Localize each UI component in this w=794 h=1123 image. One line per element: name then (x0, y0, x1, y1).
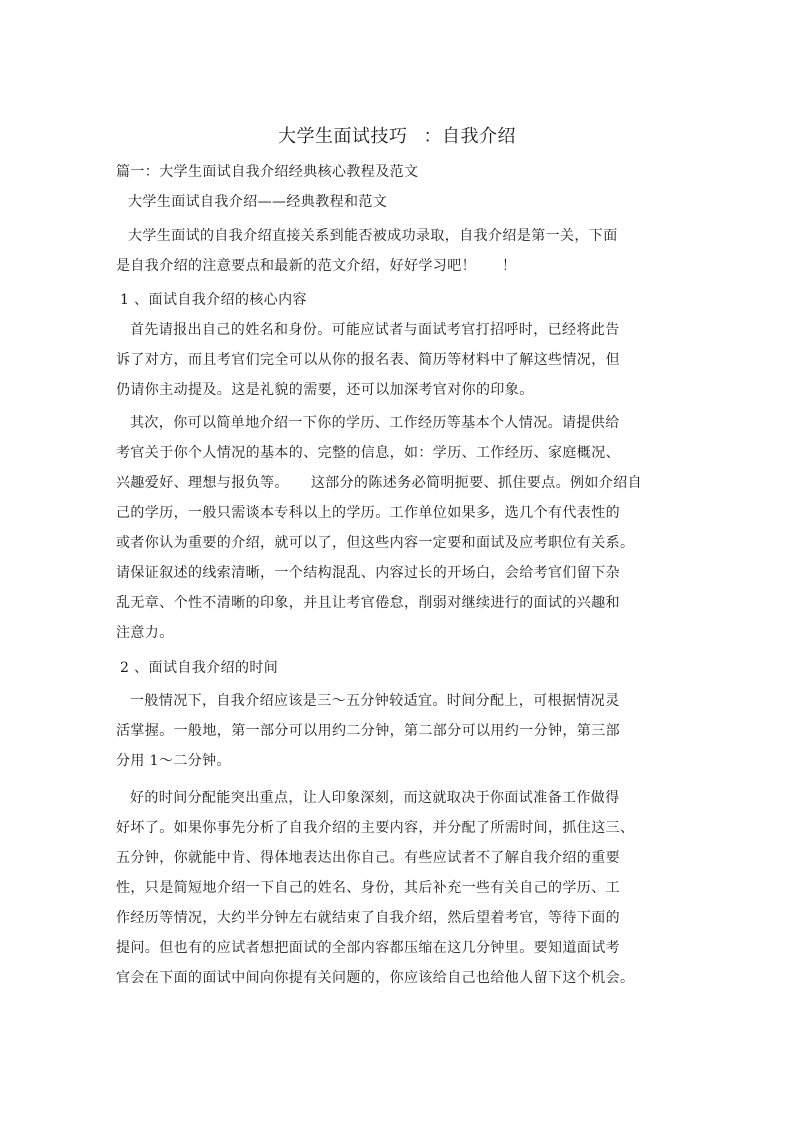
intro-line: 大学生面试的自我介绍直接关系到能否被成功录取，自我介绍是第一关，下面 (128, 228, 618, 244)
paragraph-line: 乱无章、个性不清晰的印象，并且让考官倦怠，削弱对继续进行的面试的兴趣和 (116, 595, 620, 611)
paragraph-line: 考官关于你个人情况的基本的、完整的信息，如：学历、工作经历、家庭概况、 (116, 445, 620, 461)
paragraph-line: 己的学历，一般只需谈本专科以上的学历。工作单位如果多，选几个有代表性的 (116, 505, 620, 521)
paragraph-line: 一般情况下，自我介绍应该是三～五分钟较适宜。时间分配上，可根据情况灵 (130, 693, 620, 709)
paragraph-line: 好坏了。如果你事先分析了自我介绍的主要内容，并分配了所需时间，抓住这三、 (116, 820, 635, 836)
title-sub: ：自我介绍 (423, 126, 516, 147)
paragraph-line: 性，只是简短地介绍一下自己的姓名、身份，其后补充一些有关自己的学历、工 (116, 880, 620, 896)
chapter-heading: 篇一：大学生面试自我介绍经典核心教程及范文 (116, 164, 419, 180)
paragraph-line: 提问。但也有的应试者想把面试的全部内容都压缩在这几分钟里。要知道面试考 (116, 940, 620, 956)
paragraph-line: 仍请你主动提及。这是礼貌的需要，还可以加深考官对你的印象。 (116, 382, 534, 398)
paragraph-line: 诉了对方，而且考官们完全可以从你的报名表、简历等材料中了解这些情况，但 (116, 352, 620, 368)
paragraph-line: 首先请报出自己的姓名和身份。可能应试者与面试考官打招呼时，已经将此告 (130, 322, 620, 338)
paragraph-line: 五分钟，你就能中肯、得体地表达出你自己。有些应试者不了解自我介绍的重要 (116, 850, 620, 866)
paragraph-line: 活掌握。一般地，第一部分可以用约二分钟，第二部分可以用约一分钟，第三部 (116, 723, 620, 739)
paragraph-line: 作经历等情况，大约半分钟左右就结束了自我介绍，然后望着考官，等待下面的 (116, 910, 620, 926)
paragraph-line: 注意力。 (116, 625, 174, 641)
section-1-heading: 1 、面试自我介绍的核心内容 (120, 292, 307, 308)
paragraph-line: 其次，你可以简单地介绍一下你的学历、工作经历等基本个人情况。请提供给 (130, 415, 620, 431)
article-subtitle: 大学生面试自我介绍——经典教程和范文 (128, 194, 388, 210)
paragraph-line: 官会在下面的面试中间向你提有关问题的，你应该给自己也给他人留下这个机会。 (116, 970, 635, 986)
paragraph-line: 分用 1～二分钟。 (116, 753, 231, 769)
document-title (0, 125, 794, 149)
intro-line: 是自我介绍的注意要点和最新的范文介绍，好好学习吧！ ！ (116, 258, 517, 274)
title-main: 大学生面试技巧 (278, 126, 408, 147)
paragraph-line: 兴趣爱好、理想与报负等。 这部分的陈述务必简明扼要、抓住要点。例如介绍自 (116, 475, 643, 491)
paragraph-line: 或者你认为重要的介绍，就可以了，但这些内容一定要和面试及应考职位有关系。 (116, 535, 635, 551)
paragraph-line: 好的时间分配能突出重点，让人印象深刻，而这就取决于你面试准备工作做得 (130, 790, 620, 806)
section-2-heading: 2 、面试自我介绍的时间 (120, 660, 279, 676)
paragraph-line: 请保证叙述的线索清晰，一个结构混乱、内容过长的开场白，会给考官们留下杂 (116, 565, 620, 581)
